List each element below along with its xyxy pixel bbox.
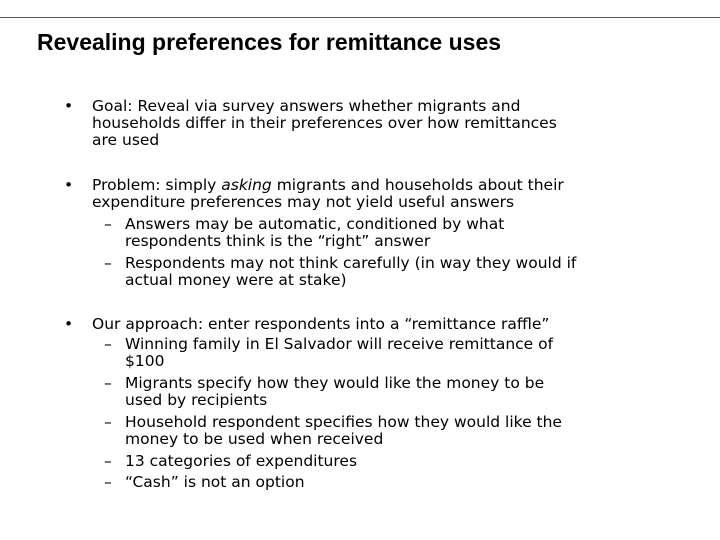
- bullet-line: [92, 177, 692, 194]
- bullet-marker: •: [64, 315, 74, 333]
- bullet-line: households differ in their preferences over how remittances: [92, 114, 557, 132]
- bullet-text: [92, 177, 692, 211]
- subitem-text: [125, 474, 305, 491]
- subitem-text: [125, 336, 553, 370]
- subitem-marker: –: [104, 413, 112, 431]
- bullet-marker: •: [64, 176, 74, 194]
- bullet-text: [92, 316, 692, 333]
- subitem-line: actual money were at stake): [125, 271, 347, 289]
- subitem-line: Answers may be automatic, conditioned by what: [125, 215, 505, 233]
- subitem-line: “Cash” is not an option: [125, 473, 305, 491]
- subitem-text: [125, 255, 576, 289]
- subitem-line: Respondents may not think carefully (in way they would if: [125, 254, 577, 272]
- subitem-line: Migrants specify how they would like the money to be: [125, 374, 545, 392]
- subitem-line: 13 categories of expenditures: [125, 452, 358, 470]
- bullet-marker: •: [64, 97, 74, 115]
- bullet-line: Our approach: enter respondents into a “remittance raffle”: [92, 315, 550, 333]
- subitem-text: [125, 453, 357, 470]
- subitem-text: [125, 216, 504, 250]
- subitem-line: Winning family in El Salvador will receive remittance of: [125, 335, 554, 353]
- bullet-line: expenditure preferences may not yield useful answers: [92, 193, 515, 211]
- subitem-line: used by recipients: [125, 391, 268, 409]
- subitem-marker: –: [104, 215, 112, 233]
- subitem-marker: –: [104, 473, 112, 491]
- bullet-line-end: migrants and households about their: [271, 176, 564, 194]
- subitem-line: respondents think is the “right” answer: [125, 232, 431, 250]
- subitem-line: money to be used when received: [125, 430, 384, 448]
- bullet-text: [92, 98, 692, 149]
- subitem-line: Household respondent specifies how they would like the: [125, 413, 562, 431]
- bullet-line: Goal: Reveal via survey answers whether migrants and: [92, 97, 521, 115]
- subitem-marker: –: [104, 335, 112, 353]
- subitem-line: $100: [125, 352, 165, 370]
- slide-title: Revealing preferences for remittance uses: [37, 29, 502, 55]
- subitem-marker: –: [104, 452, 112, 470]
- subitem-marker: –: [104, 254, 112, 272]
- bullet-emphasis: asking: [221, 176, 272, 194]
- bullet-line: are used: [92, 131, 160, 149]
- top-rule: [0, 17, 720, 18]
- subitem-text: [125, 375, 544, 409]
- subitem-text: [125, 414, 562, 448]
- bullet-line-start: Problem: simply: [92, 176, 222, 194]
- subitem-marker: –: [104, 374, 112, 392]
